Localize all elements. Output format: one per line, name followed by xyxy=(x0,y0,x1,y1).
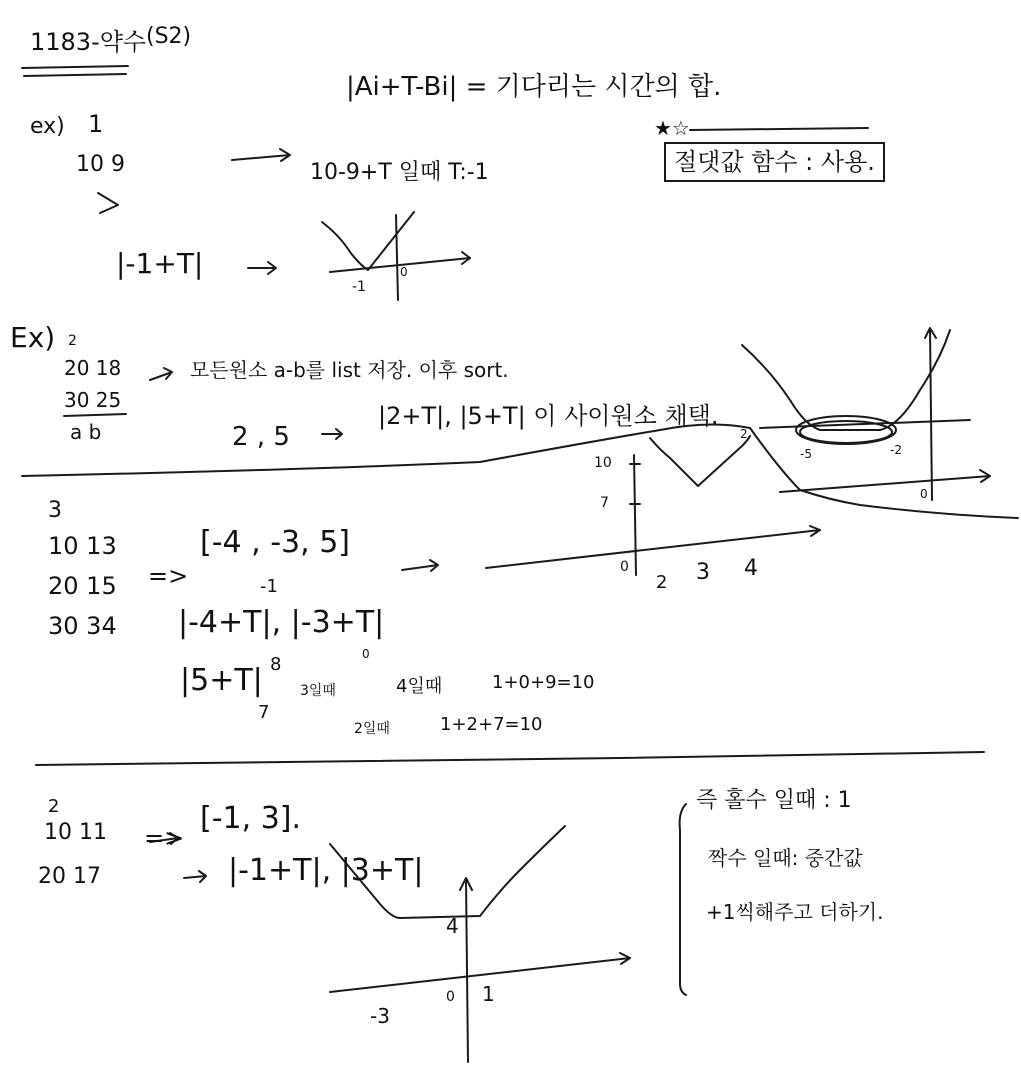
arrow-ex1-right xyxy=(232,149,290,161)
arrow-ex3-list xyxy=(402,560,438,571)
ex4-implies: => xyxy=(144,824,185,852)
ex1-graph-y-axis xyxy=(396,215,398,300)
note-box-topline xyxy=(690,128,868,130)
ex3-graph-x3: 3 xyxy=(696,560,710,585)
ex3-graph-x-axis xyxy=(486,530,820,568)
ex3-abs-2: |5+T| xyxy=(180,663,263,698)
ex3-graph-y10: 10 xyxy=(594,455,612,471)
ex2-pick: |2+T|, |5+T| 이 사이원소 채택. xyxy=(378,402,719,430)
formula: |Ai+T-Bi| = 기다리는 시간의 합. xyxy=(346,72,722,102)
ex4-graph-x-axis xyxy=(330,958,630,992)
ex3-sup8: 8 xyxy=(270,654,282,675)
title-underline xyxy=(22,66,128,76)
ex3-graph-x0: 0 xyxy=(620,559,629,575)
arrow-ex1-down xyxy=(98,193,118,213)
arrow-ex4-abs xyxy=(184,871,206,882)
ex3-row-2: 20 15 xyxy=(48,572,117,600)
divider-1 xyxy=(22,420,1018,518)
ex1-abs: |-1+T| xyxy=(116,247,204,280)
side-note-line-1: 즉 홀수 일때 : 1 xyxy=(696,788,852,813)
ex3-sum2: 1+2+7=10 xyxy=(440,714,543,735)
ex4-graph-y4: 4 xyxy=(446,914,459,938)
ex4-row-2: 20 17 xyxy=(38,864,101,889)
ex1-graph-zero: 0 xyxy=(400,265,408,279)
ex3-sum4: 1+0+9=10 xyxy=(492,672,595,693)
ex3-graph-y7: 7 xyxy=(600,495,609,511)
ex2-graph-zero: 0 xyxy=(920,487,928,501)
ex3-graph-top2: 2 xyxy=(740,427,748,441)
arrow-ex2 xyxy=(150,368,172,380)
ex1-pair: 10 9 xyxy=(76,152,125,177)
ex2-row-1: 20 18 xyxy=(64,356,122,380)
ex1-result: 10-9+T 일때 T:-1 xyxy=(310,160,489,185)
ex3-abs-1: |-4+T|, |-3+T| xyxy=(178,605,385,640)
side-note-line-2: 짝수 일때: 중간값 xyxy=(708,846,863,870)
ex2-list-note: 모든원소 a-b를 list 저장. 이후 sort. xyxy=(190,358,509,382)
divider-2 xyxy=(36,752,984,765)
ex3-note-minus1: -1 xyxy=(260,576,278,597)
ex4-abs: |-1+T|, |3+T| xyxy=(228,853,424,888)
ex4-list: [-1, 3]. xyxy=(200,801,302,836)
arrow-ex1-abs xyxy=(248,262,276,274)
ex1-count: 1 xyxy=(88,110,104,138)
ex2-count: 2 xyxy=(68,333,77,349)
page-title-tag: (S2) xyxy=(146,24,192,49)
ex2-graph-y-axis xyxy=(930,330,932,500)
ex3-sub7: 7 xyxy=(258,702,270,723)
ex2-graph-right-mark: -2 xyxy=(890,443,902,457)
ex3-graph-y-axis xyxy=(634,455,636,575)
ex1-graph-curve xyxy=(322,212,414,270)
ex2-ab-underline xyxy=(64,414,126,416)
ex3-case2: 2일때 xyxy=(354,721,390,737)
ex3-graph-curve xyxy=(650,436,750,486)
ex4-graph-x-neg3: -3 xyxy=(370,1004,390,1028)
side-note-line-3: +1씩해주고 더하기. xyxy=(706,900,884,924)
arrow-ex2-diffs xyxy=(322,429,342,439)
ex3-count: 3 xyxy=(48,498,62,523)
ex4-graph-y-axis xyxy=(466,880,468,1062)
ex4-count: 2 xyxy=(48,796,60,817)
ex3-row-1: 10 13 xyxy=(48,532,117,560)
ex4-graph-x0: 0 xyxy=(446,989,455,1005)
ex4-graph-x1: 1 xyxy=(482,982,495,1006)
side-note-bracket xyxy=(680,804,686,995)
ex3-case4: 4일때 xyxy=(396,676,443,697)
ex2-label: Ex) xyxy=(10,321,56,354)
ex2-graph-left-mark: -5 xyxy=(800,447,812,461)
ex4-row-1: 10 11 xyxy=(44,820,107,845)
page-title: 1183-약수 xyxy=(30,28,147,56)
ex3-zero-mark: 0 xyxy=(362,647,370,661)
ex3-row-3: 30 34 xyxy=(48,612,117,640)
ex3-case3: 3일때 xyxy=(300,683,336,699)
ex2-diffs: 2 , 5 xyxy=(232,422,290,452)
note-box: 절댓값 함수 : 사용. xyxy=(664,142,885,182)
ex2-graph-axis-bottom xyxy=(780,476,990,492)
ex3-graph-x4: 4 xyxy=(744,556,758,581)
ex2-ab: a b xyxy=(70,420,102,444)
ex3-graph-x2: 2 xyxy=(656,572,668,593)
ex2-row-2: 30 25 xyxy=(64,388,122,412)
ex3-implies: => xyxy=(148,562,189,590)
ex1-graph-xmark: -1 xyxy=(352,279,366,295)
ex3-list: [-4 , -3, 5] xyxy=(200,525,350,560)
note-star: ★☆ xyxy=(654,116,690,140)
ex1-label: ex) xyxy=(30,114,65,139)
